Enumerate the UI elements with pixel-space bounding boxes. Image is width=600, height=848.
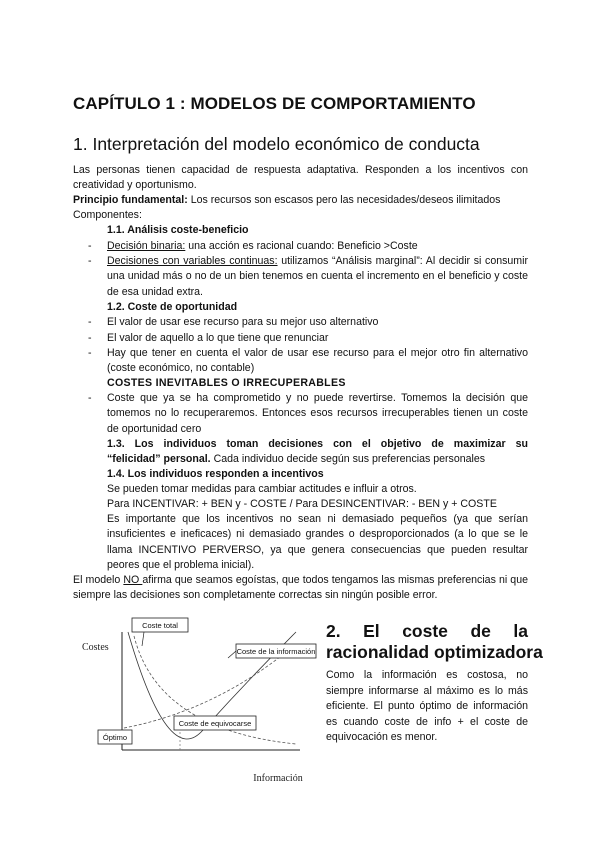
incentives-line-1: Se pueden tomar medidas para cambiar actitudes e influir a otros. <box>107 483 417 495</box>
section-2-title-line-2: racionalidad optimizadora <box>326 642 543 662</box>
bullet-dash: - <box>88 316 92 328</box>
happiness-text: Cada individuo decide según sus preferencias personales <box>210 453 486 465</box>
subsection-1-3-title: 1.3. Los individuos toman decisiones con el objetivo de maximizar su <box>107 438 528 450</box>
error-cost-label: Coste de equivocarse <box>178 719 252 728</box>
bullet-dash: - <box>88 240 92 252</box>
sunk-costs-item: Coste que ya se ha comprometido y no puede revertirse. Tomemos la decisión que tomemos no lo recuperaremos. Entonces esos recursos irrecuperables tienen un coste de oportunidad cero <box>107 392 528 435</box>
bullet-dash: - <box>88 332 92 344</box>
intro-line-1: Las personas tienen capacidad de respuesta adaptativa. Responden a los incentivos con <box>73 164 528 176</box>
incentives-paragraph: Es importante que los incentivos no sean ni demasiado pequeños (ya que serían insuficientes e ineficaces) ni demasiado grandes o desproporcionados (a lo que se le llama INCENTIVO PERVERSO, ya que genera consecuencias que pueden resultar peores que el problema inicial). <box>107 513 528 571</box>
continuous-decision-label: Decisiones con variables continuas: <box>107 255 278 267</box>
section-1-title: 1. Interpretación del modelo económico de conducta <box>73 134 480 154</box>
total-cost-label: Coste total <box>142 621 178 630</box>
subsection-1-1-title: 1.1. Análisis coste-beneficio <box>107 224 249 236</box>
optimum-label: Óptimo <box>102 733 128 742</box>
subsection-1-2-title: 1.2. Coste de oportunidad <box>107 301 238 313</box>
model-disclaimer <box>73 573 528 604</box>
cost-information-figure <box>78 610 318 790</box>
figure-x-axis-label: Información <box>253 773 303 784</box>
information-cost-label: Coste de la información <box>236 647 316 656</box>
section-2-title-line-1: 2. El coste de la <box>326 621 528 641</box>
components-label: Componentes: <box>73 209 142 221</box>
figure-y-axis-label: Costes <box>82 642 109 653</box>
happiness-label: “felicidad” personal. <box>107 453 211 465</box>
principle-text: Los recursos son escasos pero las necesidades/deseos ilimitados <box>187 194 501 206</box>
total-cost-pointer <box>142 632 144 646</box>
opportunity-item-2: El valor de aquello a lo que tiene que renunciar <box>107 332 329 344</box>
opportunity-item-1: El valor de usar ese recurso para su mejor uso alternativo <box>107 316 379 328</box>
binary-decision-item <box>107 239 418 254</box>
continuous-decision-text: utilizamos “Análisis marginal”: Al decidir si consumir una unidad más o no de un bien tenemos en cuenta el incremento en el beneficio y coste de esa unidad extra. <box>107 255 528 298</box>
intro-line-2: creatividad y oportunismo. <box>73 179 197 191</box>
incentives-line-2: Para INCENTIVAR: + BEN y - COSTE / Para DESINCENTIVAR: - BEN y + COSTE <box>107 498 497 510</box>
bullet-dash: - <box>88 347 92 359</box>
opportunity-item-3: Hay que tener en cuenta el valor de usar ese recurso para el mejor otro fin alternativo (coste económico, no contable) <box>107 347 528 375</box>
disclaimer-pre: El modelo <box>73 574 124 586</box>
principle-line <box>73 193 500 208</box>
bullet-dash: - <box>88 255 92 267</box>
sunk-costs-title: COSTES INEVITABLES O IRRECUPERABLES <box>107 377 346 389</box>
principle-label: Principio fundamental: <box>73 194 188 206</box>
binary-decision-text: una acción es racional cuando: Beneficio >Coste <box>185 240 418 252</box>
information-cost-pointer <box>228 651 236 658</box>
bullet-dash: - <box>88 392 92 404</box>
section-2-text: Como la información es costosa, no siempre informarse al máximo es lo más eficiente. El punto óptimo de información es cuando coste de info + el coste de equivocación es menor. <box>326 669 528 743</box>
disclaimer-no: NO <box>123 574 143 586</box>
chapter-title: CAPÍTULO 1 : MODELOS DE COMPORTAMIENTO <box>73 94 476 113</box>
subsection-1-4-title: 1.4. Los individuos responden a incentivos <box>107 468 324 480</box>
disclaimer-post: afirma que seamos egoístas, que todos tengamos las mismas preferencias ni que siempre las decisiones son completamente correctas sin ningún posible error. <box>73 574 528 602</box>
binary-decision-label: Decisión binaria: <box>107 240 186 252</box>
subsection-1-3-line-2 <box>107 452 485 467</box>
continuous-decision-item <box>107 254 528 300</box>
